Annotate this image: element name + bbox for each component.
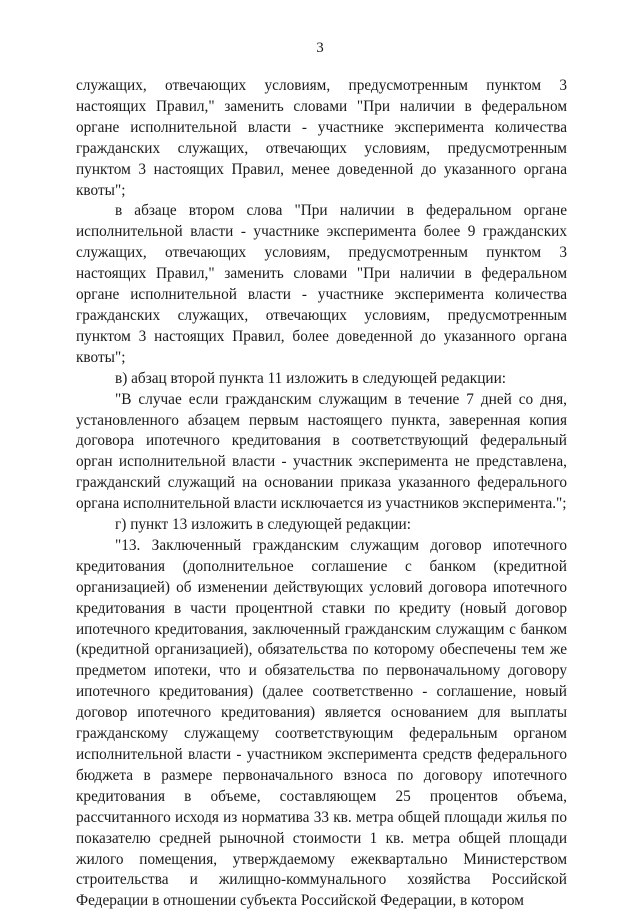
paragraph-item-v-heading: в) абзац второй пункта 11 изложить в следующей редакции: [115,369,507,387]
paragraph-item-g-heading: г) пункт 13 изложить в следующей редакции: [115,516,411,534]
paragraph-continuation: служащих, отвечающих условиям, предусмотренным пунктом 3 настоящих Правил," заменить словами "При наличии в федеральном органе исполнительной власти - участнике эксперимента количества гражданских служащих, отвечающих условиям, предусмотренным пунктом 3 настоящих Правил, менее доведенной до указанного органа квоты"; [76,77,567,199]
page-number: 3 [316,40,324,56]
paragraph-second-abzac-change: в абзаце втором слова "При наличии в федеральном органе исполнительной власти - участнике эксперимента более 9 гражданских служащих, отвечающих условиям, предусмотренным пунктом 3 настоящих Правил," заменить словами "При наличии в федеральном органе исполнительной власти - участнике эксперимента количества гражданских служащих, отвечающих условиям, предусмотренным пунктом 3 настоящих Правил, более доведенной до указанного органа квоты"; [76,202,567,366]
paragraph-item-11-text: "В случае если гражданским служащим в течение 7 дней со дня, установленного абзацем первым настоящего пункта, заверенная копия договора ипотечного кредитования в соответствующий федеральный орган исполнительной власти - участник эксперимента не представлена, гражданский служащий на основании приказа указанного федерального органа исполнительной власти исключается из участников эксперимента."; [76,390,567,513]
document-body [76,76,567,912]
paragraph-item-13-text: "13. Заключенный гражданским служащим договор ипотечного кредитования (дополнительное соглашение с банком (кредитной организацией) об изменении действующих условий договора ипотечного кредитования в части процентной ставки по кредиту (новый договор ипотечного кредитования, заключенный гражданским служащим с банком (кредитной организацией), обязательства по которому обеспечены тем же предметом ипотеки, что и обязательства по первоначальному договору ипотечного кредитования) (далее соответственно - соглашение, новый договор ипотечного кредитования) является основанием для выплаты гражданскому служащему соответствующим федеральным органом исполнительной власти - участником эксперимента средств федерального бюджета в размере первоначального взноса по договору ипотечного кредитования в объеме, составляющем 25 процентов объема, рассчитанного исходя из норматива 33 кв. метра общей площади жилья по показателю средней рыночной стоимости 1 кв. метра общей площади жилого помещения, утверждаемому ежеквартально Министерством строительства и жилищно-коммунального хозяйства Российской Федерации в отношении субъекта Российской Федерации, в котором [76,536,567,910]
